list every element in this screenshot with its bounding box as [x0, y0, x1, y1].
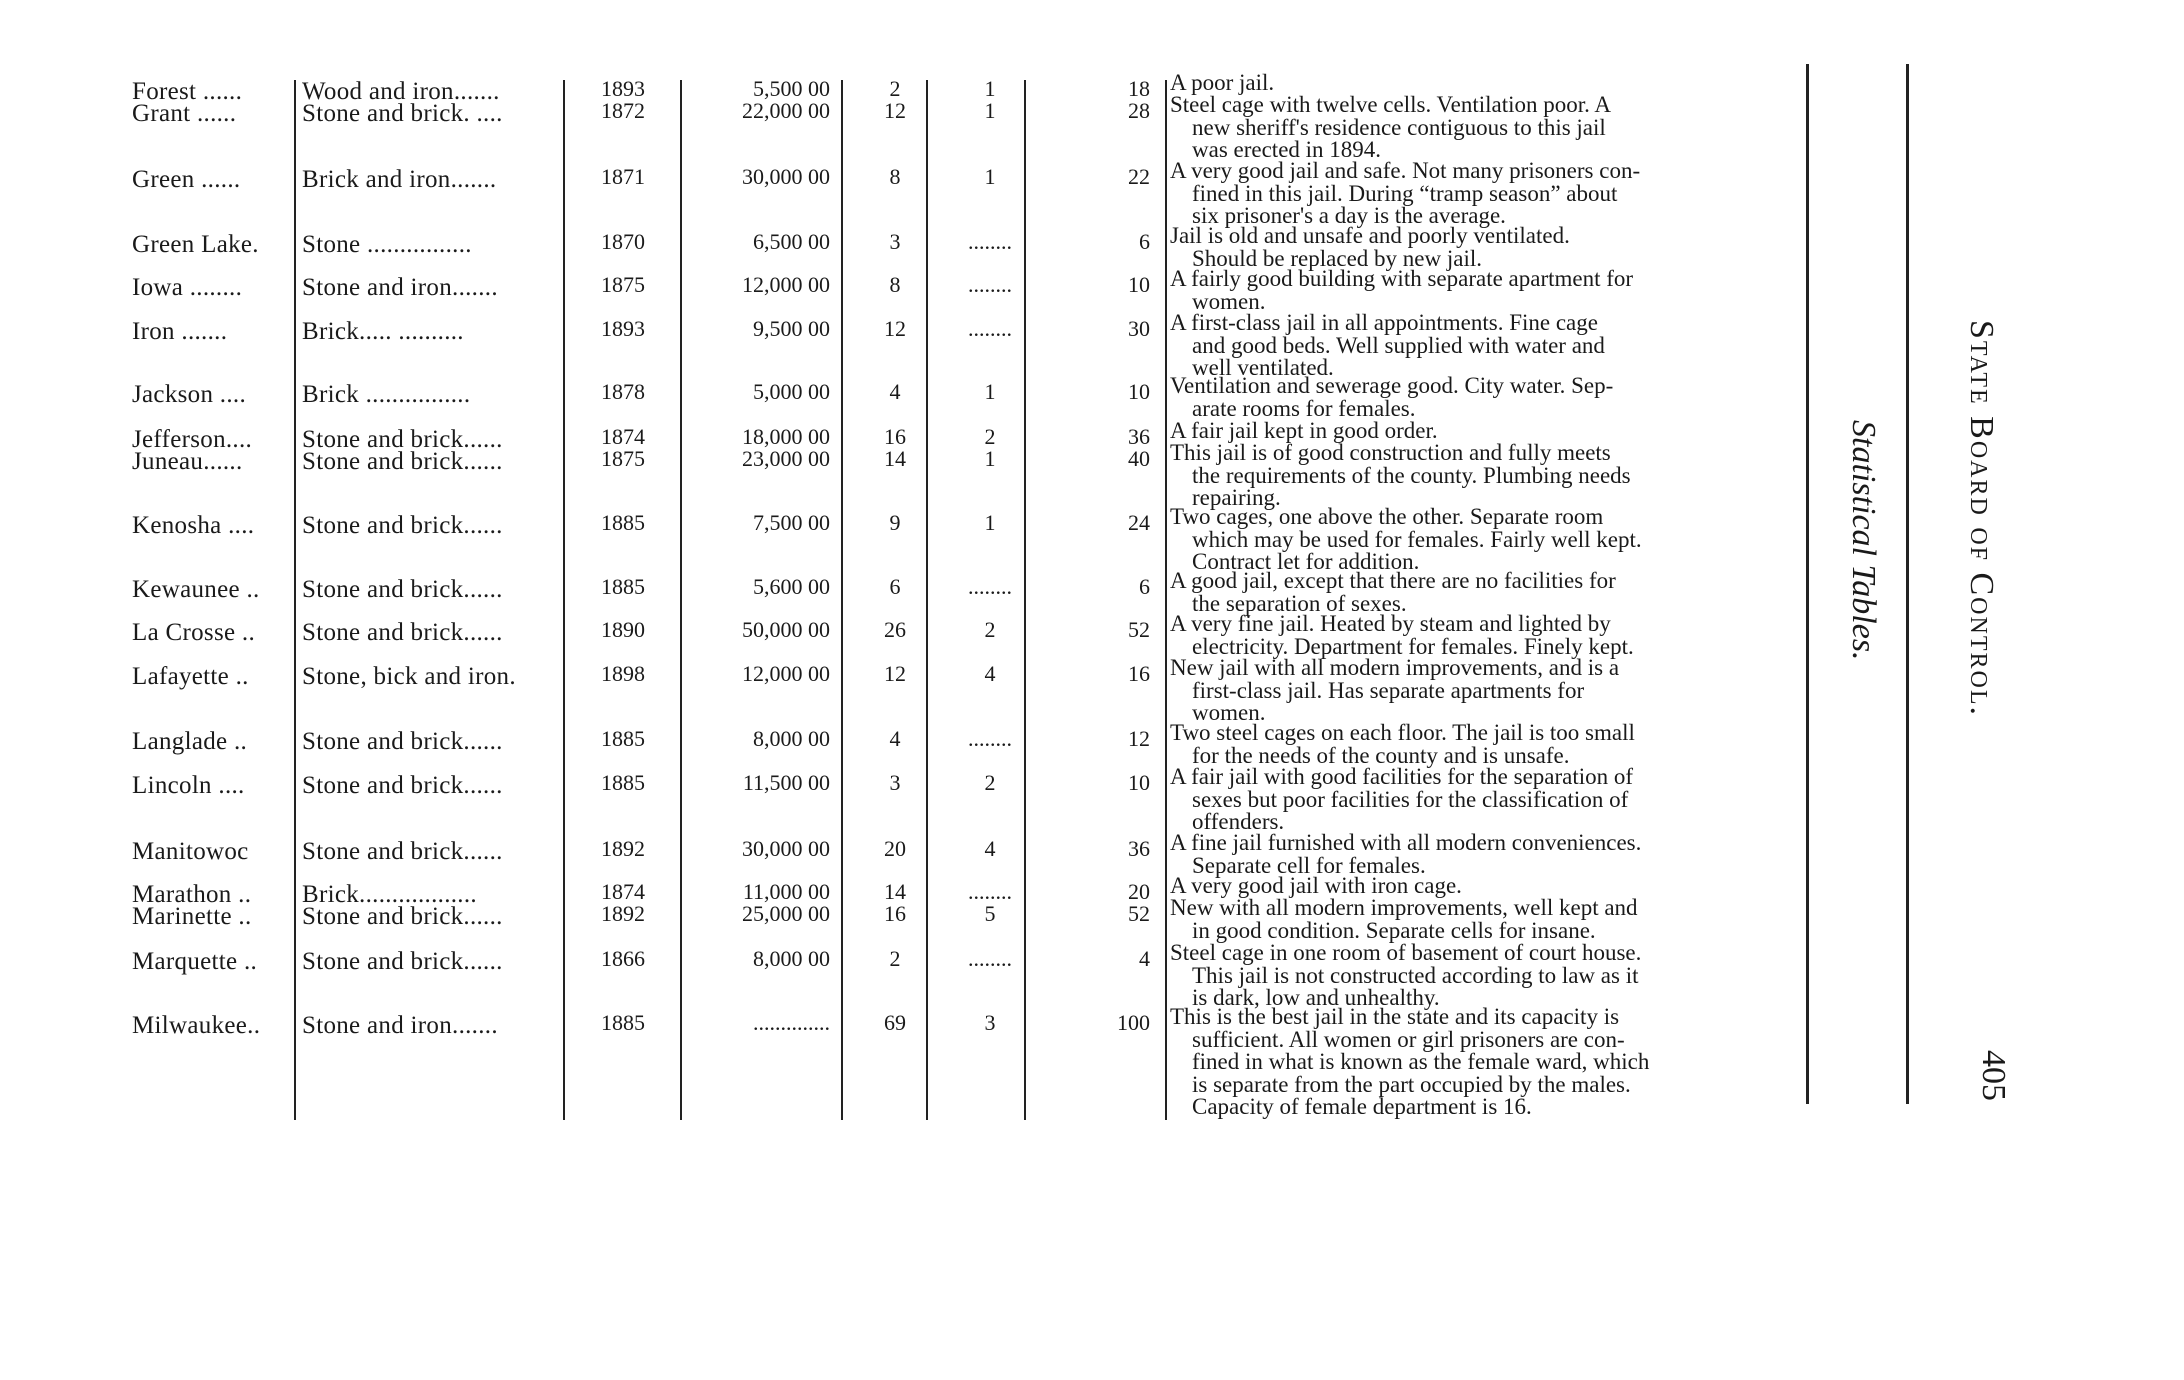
- county-name: Kenosha ....: [132, 512, 255, 539]
- remarks: [1170, 897, 1790, 942]
- jail-material: Stone ................: [302, 231, 472, 258]
- jail-material: Stone and brick......: [302, 619, 503, 646]
- remarks-line: Ventilation and sewerage good. City water. Sep-: [1170, 373, 1614, 398]
- jail-material: Stone and brick......: [302, 512, 503, 539]
- remarks-line: well ventilated.: [1192, 355, 1334, 380]
- jail-cost: 5,600 00: [753, 574, 830, 599]
- remarks-line: This is the best jail in the state and its capacity is: [1170, 1004, 1620, 1029]
- year-built: 1885: [601, 574, 645, 599]
- cell-count: 12: [884, 98, 906, 123]
- cell-count: 8: [889, 164, 901, 189]
- capacity: 16: [1128, 661, 1150, 686]
- capacity: 40: [1128, 446, 1150, 471]
- column-rule-built: [680, 80, 682, 1120]
- county-name: Marinette ..: [132, 903, 252, 930]
- remarks-line: Two steel cages on each floor. The jail is too small: [1170, 720, 1635, 745]
- separate-apartments: 1: [984, 98, 996, 123]
- county-name: Marquette ..: [132, 948, 258, 975]
- remarks-line: A very good jail with iron cage.: [1170, 873, 1462, 898]
- remarks-line: new sheriff's residence contiguous to this jail: [1192, 114, 1606, 140]
- year-built: 1875: [601, 272, 645, 297]
- remarks-line: women.: [1192, 288, 1266, 314]
- remarks-line: A very fine jail. Heated by steam and lighted by: [1170, 611, 1611, 636]
- remarks-line: in good condition. Separate cells for insane.: [1192, 917, 1596, 943]
- jail-cost: 18,000 00: [742, 424, 830, 449]
- county-name: Milwaukee..: [132, 1012, 261, 1039]
- jail-cost: 6,500 00: [753, 229, 830, 254]
- remarks-line: A fair jail with good facilities for the separation of: [1170, 764, 1634, 789]
- jail-material: Stone and brick......: [302, 576, 503, 603]
- jail-cost: 5,000 00: [753, 379, 830, 404]
- separate-apartments: ........: [968, 574, 1012, 599]
- column-rule-material: [563, 80, 565, 1120]
- separate-apartments: 2: [984, 617, 996, 642]
- capacity: 100: [1117, 1010, 1150, 1035]
- jail-cost: 11,500 00: [742, 770, 830, 795]
- capacity: 36: [1128, 424, 1150, 449]
- jail-material: Brick..... ..........: [302, 318, 464, 345]
- jail-material: Stone and brick......: [302, 903, 503, 930]
- jail-material: Stone and brick......: [302, 838, 503, 865]
- cell-count: 8: [889, 272, 901, 297]
- jail-cost: 30,000 00: [742, 836, 830, 861]
- header-rule-outer: [1906, 64, 1909, 1104]
- capacity: 18: [1128, 76, 1150, 101]
- jail-cost: 9,500 00: [753, 316, 830, 341]
- year-built: 1878: [601, 379, 645, 404]
- separate-apartments: 3: [984, 1010, 996, 1035]
- county-name: Marathon ..: [132, 881, 252, 908]
- county-name: Manitowoc: [132, 838, 249, 865]
- remarks-line: which may be used for females. Fairly well kept.: [1192, 526, 1642, 552]
- county-name: Green Lake.: [132, 231, 259, 258]
- remarks-line: Should be replaced by new jail.: [1192, 245, 1482, 271]
- jail-cost: 12,000 00: [742, 272, 830, 297]
- remarks-line: sufficient. All women or girl prisoners are con-: [1192, 1026, 1625, 1052]
- jail-material: Brick..................: [302, 881, 477, 908]
- separate-apartments: ........: [968, 726, 1012, 751]
- header-rule-inner: [1806, 64, 1809, 1104]
- remarks-line: offenders.: [1192, 809, 1285, 834]
- jail-cost: 7,500 00: [753, 510, 830, 535]
- cell-count: 69: [884, 1010, 906, 1035]
- remarks-line: A poor jail.: [1170, 70, 1275, 95]
- separate-apartments: 2: [984, 770, 996, 795]
- separate-apartments: 4: [984, 836, 996, 861]
- remarks: [1170, 613, 1790, 658]
- remarks-line: arate rooms for females.: [1192, 395, 1416, 421]
- capacity: 12: [1128, 726, 1150, 751]
- jail-cost: 25,000 00: [742, 901, 830, 926]
- remarks-line: Separate cell for females.: [1192, 852, 1426, 878]
- cell-count: 3: [889, 770, 901, 795]
- cell-count: 3: [889, 229, 901, 254]
- capacity: 52: [1128, 901, 1150, 926]
- remarks-line: New jail with all modern improvements, and is a: [1170, 655, 1620, 680]
- year-built: 1892: [601, 836, 645, 861]
- capacity: 36: [1128, 836, 1150, 861]
- separate-apartments: ........: [968, 316, 1012, 341]
- remarks-line: Jail is old and unsafe and poorly ventilated.: [1170, 223, 1570, 248]
- jail-cost: 23,000 00: [742, 446, 830, 471]
- separate-apartments: 1: [984, 510, 996, 535]
- year-built: 1885: [601, 770, 645, 795]
- cell-count: 4: [889, 379, 901, 404]
- capacity: 52: [1128, 617, 1150, 642]
- capacity: 4: [1139, 946, 1150, 971]
- jail-material: Stone and brick......: [302, 426, 503, 453]
- remarks-line: sexes but poor facilities for the classification of: [1192, 786, 1629, 812]
- year-built: 1874: [601, 879, 645, 904]
- county-name: Lincoln ....: [132, 772, 245, 799]
- year-built: 1866: [601, 946, 645, 971]
- remarks-line: first-class jail. Has separate apartments for: [1192, 677, 1585, 703]
- remarks: [1170, 312, 1790, 380]
- separate-apartments: ........: [968, 272, 1012, 297]
- cell-count: 16: [884, 424, 906, 449]
- remarks-line: This jail is of good construction and fully meets: [1170, 440, 1611, 465]
- remarks: [1170, 375, 1790, 420]
- jail-cost: ..............: [753, 1010, 830, 1035]
- remarks-line: A good jail, except that there are no facilities for: [1170, 568, 1616, 593]
- column-rule-county: [294, 80, 296, 1120]
- remarks-line: A first-class jail in all appointments. Fine cage: [1170, 310, 1598, 335]
- capacity: 6: [1139, 574, 1150, 599]
- cell-count: 2: [889, 946, 901, 971]
- remarks: [1170, 225, 1790, 270]
- remarks: [1170, 94, 1790, 162]
- capacity: 20: [1128, 879, 1150, 904]
- remarks-line: This jail is not constructed according to law as it: [1192, 962, 1639, 988]
- separate-apartments: 2: [984, 424, 996, 449]
- year-built: 1898: [601, 661, 645, 686]
- separate-apartments: ........: [968, 879, 1012, 904]
- cell-count: 14: [884, 879, 906, 904]
- year-built: 1885: [601, 726, 645, 751]
- remarks-line: is separate from the part occupied by the males.: [1192, 1071, 1631, 1097]
- running-title: State Board of Control.: [1963, 320, 2000, 718]
- jail-material: Stone and brick......: [302, 448, 503, 475]
- column-rule-cost: [841, 80, 843, 1120]
- remarks-line: New with all modern improvements, well kept and: [1170, 895, 1638, 920]
- year-built: 1874: [601, 424, 645, 449]
- year-built: 1893: [601, 76, 645, 101]
- cell-count: 6: [889, 574, 901, 599]
- capacity: 10: [1128, 272, 1150, 297]
- separate-apartments: ........: [968, 229, 1012, 254]
- remarks: [1170, 268, 1790, 313]
- remarks: [1170, 442, 1790, 510]
- remarks: [1170, 1006, 1790, 1119]
- year-built: 1885: [601, 510, 645, 535]
- remarks-line: fined in this jail. During “tramp season” about: [1192, 180, 1618, 206]
- jail-material: Stone and brick......: [302, 728, 503, 755]
- capacity: 22: [1128, 164, 1150, 189]
- remarks: [1170, 657, 1790, 725]
- year-built: 1893: [601, 316, 645, 341]
- remarks-line: A fairly good building with separate apartment for: [1170, 266, 1634, 291]
- jail-cost: 30,000 00: [742, 164, 830, 189]
- cell-count: 16: [884, 901, 906, 926]
- separate-apartments: 1: [984, 76, 996, 101]
- remarks-line: repairing.: [1192, 485, 1281, 510]
- jail-material: Stone and iron.......: [302, 1012, 498, 1039]
- capacity: 30: [1128, 316, 1150, 341]
- county-name: Jefferson....: [132, 426, 253, 453]
- jail-cost: 8,000 00: [753, 726, 830, 751]
- remarks-line: for the needs of the county and is unsafe.: [1192, 742, 1570, 768]
- remarks-line: Steel cage in one room of basement of court house.: [1170, 940, 1642, 965]
- section-title: Statistical Tables.: [1845, 420, 1882, 661]
- cell-count: 12: [884, 661, 906, 686]
- remarks-line: and good beds. Well supplied with water and: [1192, 332, 1605, 358]
- remarks-line: women.: [1192, 700, 1266, 725]
- cell-count: 2: [889, 76, 901, 101]
- jail-material: Brick ................: [302, 381, 471, 408]
- page-number: 405: [1975, 1050, 2012, 1101]
- county-name: La Crosse ..: [132, 619, 256, 646]
- jail-material: Stone and brick......: [302, 948, 503, 975]
- cell-count: 9: [889, 510, 901, 535]
- remarks: [1170, 942, 1790, 1010]
- county-name: Jackson ....: [132, 381, 247, 408]
- separate-apartments: 1: [984, 164, 996, 189]
- jail-material: Stone and brick. ....: [302, 100, 503, 127]
- year-built: 1875: [601, 446, 645, 471]
- county-name: Forest ......: [132, 78, 243, 105]
- remarks-line: Steel cage with twelve cells. Ventilation poor. A: [1170, 92, 1611, 117]
- jail-cost: 5,500 00: [753, 76, 830, 101]
- jail-cost: 50,000 00: [742, 617, 830, 642]
- capacity: 10: [1128, 379, 1150, 404]
- separate-apartments: 1: [984, 446, 996, 471]
- remarks-line: six prisoner's a day is the average.: [1192, 203, 1506, 228]
- capacity: 24: [1128, 510, 1150, 535]
- remarks-line: was erected in 1894.: [1192, 137, 1382, 162]
- remarks-line: electricity. Department for females. Finely kept.: [1192, 633, 1634, 659]
- cell-count: 26: [884, 617, 906, 642]
- cell-count: 20: [884, 836, 906, 861]
- jail-cost: 12,000 00: [742, 661, 830, 686]
- remarks-line: Contract let for addition.: [1192, 549, 1420, 574]
- remarks: [1170, 506, 1790, 574]
- year-built: 1892: [601, 901, 645, 926]
- jail-cost: 22,000 00: [742, 98, 830, 123]
- separate-apartments: 4: [984, 661, 996, 686]
- jail-cost: 11,000 00: [742, 879, 830, 904]
- remarks-line: is dark, low and unhealthy.: [1192, 985, 1440, 1010]
- jail-material: Stone and brick......: [302, 772, 503, 799]
- remarks-line: Capacity of female department is 16.: [1192, 1094, 1532, 1119]
- jail-material: Stone and iron.......: [302, 274, 498, 301]
- jail-material: Brick and iron.......: [302, 166, 497, 193]
- cell-count: 14: [884, 446, 906, 471]
- county-name: Langlade ..: [132, 728, 248, 755]
- county-name: Grant ......: [132, 100, 237, 127]
- cell-count: 12: [884, 316, 906, 341]
- capacity: 6: [1139, 229, 1150, 254]
- cell-count: 4: [889, 726, 901, 751]
- jail-material: Wood and iron.......: [302, 78, 500, 105]
- remarks-line: fined in what is known as the female ward, which: [1192, 1049, 1650, 1074]
- county-name: Iowa ........: [132, 274, 243, 301]
- year-built: 1871: [601, 164, 645, 189]
- county-name: Lafayette ..: [132, 663, 249, 690]
- year-built: 1890: [601, 617, 645, 642]
- jail-cost: 8,000 00: [753, 946, 830, 971]
- year-built: 1870: [601, 229, 645, 254]
- capacity: 28: [1128, 98, 1150, 123]
- county-name: Green ......: [132, 166, 241, 193]
- year-built: 1885: [601, 1010, 645, 1035]
- year-built: 1872: [601, 98, 645, 123]
- jail-material: Stone, bick and iron.: [302, 663, 516, 690]
- separate-apartments: 1: [984, 379, 996, 404]
- county-name: Juneau......: [132, 448, 243, 475]
- remarks-line: the separation of sexes.: [1192, 590, 1407, 616]
- remarks: [1170, 570, 1790, 615]
- capacity: 10: [1128, 770, 1150, 795]
- column-rule-capacity: [1165, 80, 1167, 1120]
- remarks-line: A very good jail and safe. Not many prisoners con-: [1170, 158, 1641, 183]
- separate-apartments: 5: [984, 901, 996, 926]
- county-name: Iron .......: [132, 318, 228, 345]
- remarks: [1170, 722, 1790, 767]
- remarks: [1170, 160, 1790, 228]
- remarks-line: the requirements of the county. Plumbing needs: [1192, 462, 1631, 488]
- remarks-line: A fine jail furnished with all modern conveniences.: [1170, 830, 1642, 855]
- remarks: [1170, 766, 1790, 834]
- remarks-line: Two cages, one above the other. Separate room: [1170, 504, 1604, 529]
- county-name: Kewaunee ..: [132, 576, 260, 603]
- separate-apartments: ........: [968, 946, 1012, 971]
- remarks-line: A fair jail kept in good order.: [1170, 418, 1438, 443]
- remarks: [1170, 832, 1790, 877]
